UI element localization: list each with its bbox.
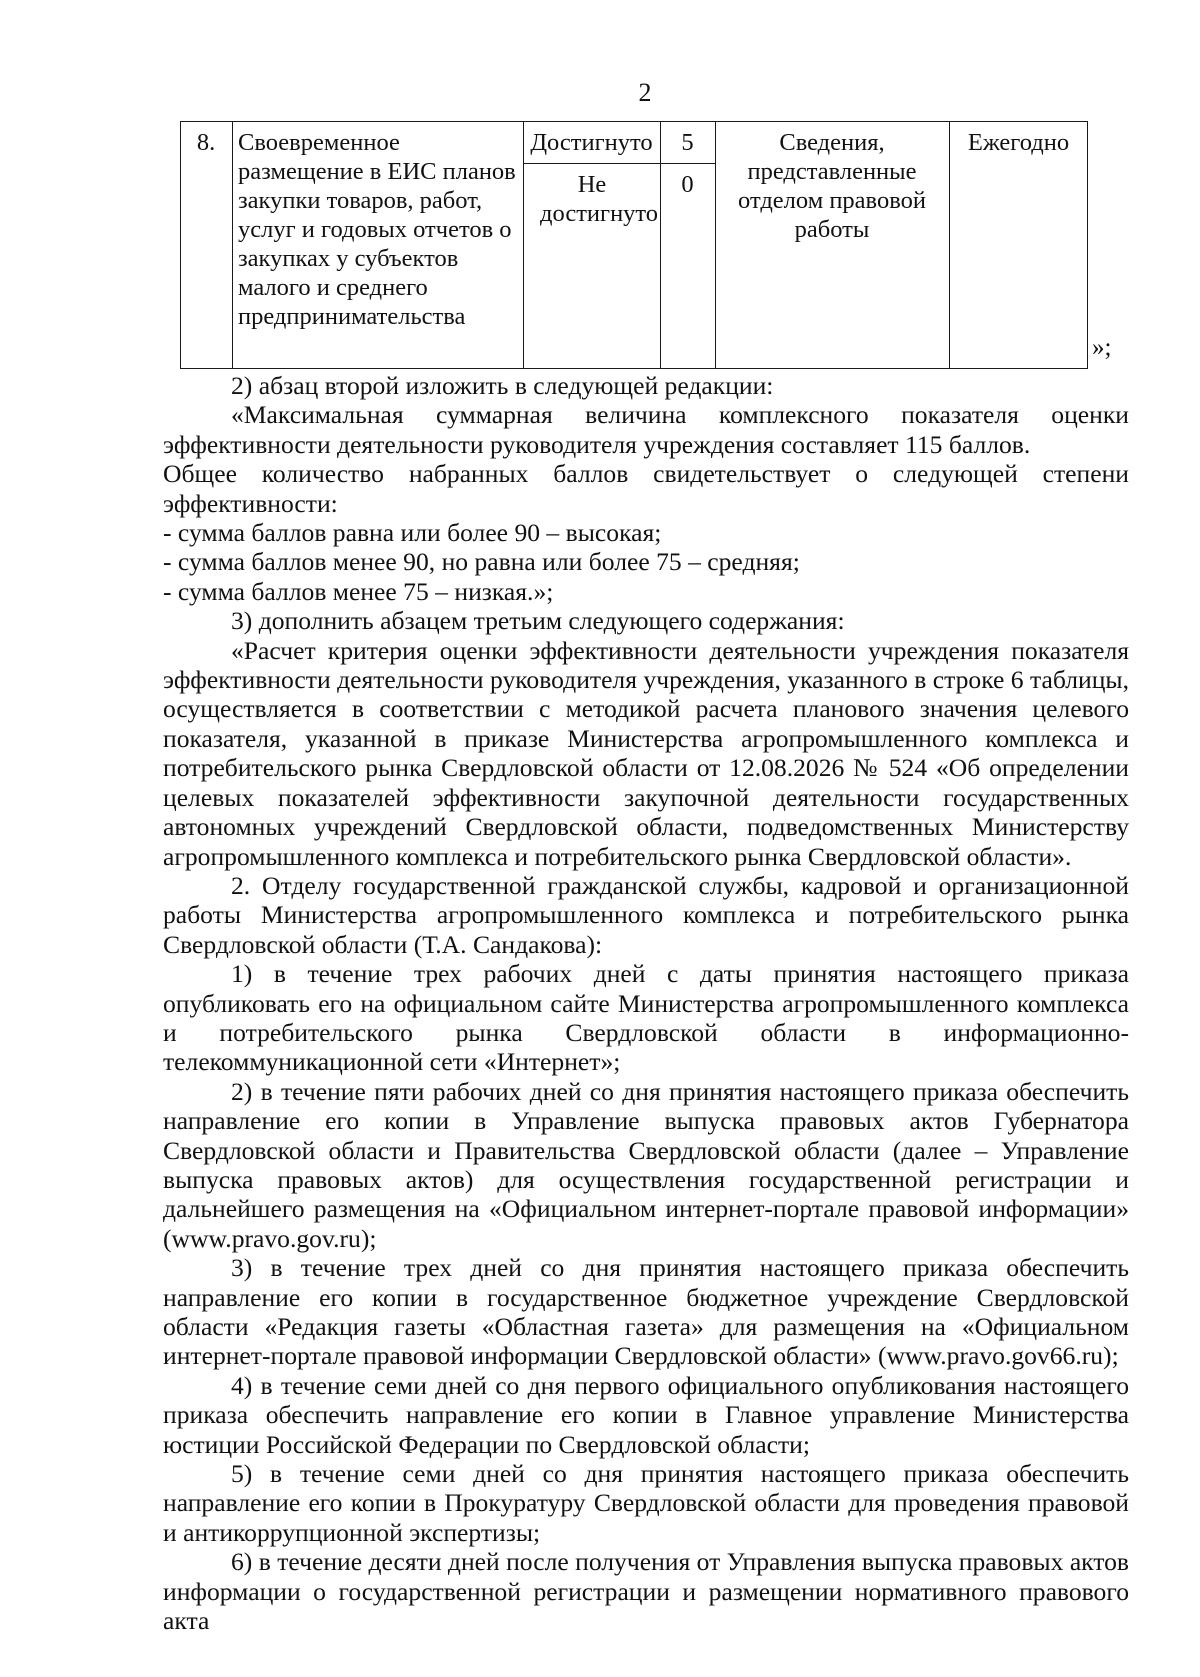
paragraph: 3) в течение трех дней со дня принятия настоящего приказа обеспечить направление его копии в государственное бюджетное учреждение Свердловской области «Редакция газеты «Областная газета» для размещения на «Официальном интернет-портале правовой информации Свердловской области» (www.pravo.gov66.ru); bbox=[163, 1253, 1129, 1371]
paragraph: 1) в течение трех рабочих дней с даты принятия настоящего приказа опубликовать его на официальном сайте Министерства агропромышленного комплекса и потребительского рынка Свердловской области в информационно-телекоммуникационной сети «Интернет»; bbox=[163, 959, 1129, 1077]
table-cell-value-achieved: Достигнуто bbox=[530, 129, 653, 156]
table-cell-number: 8. bbox=[196, 129, 216, 156]
table-cell-score-achieved: 5 bbox=[681, 129, 694, 156]
table-cell-source: Сведения, представленные отделом правовой работы bbox=[738, 129, 926, 243]
table-cell-period: Ежегодно bbox=[967, 129, 1070, 156]
paragraph: 5) в течение семи дней со дня принятия настоящего приказа обеспечить направление его копии в Прокуратуру Свердловской области для проведения правовой и антикоррупционной экспертизы; bbox=[163, 1459, 1129, 1547]
paragraph: 2) абзац второй изложить в следующей редакции: bbox=[231, 371, 774, 400]
table-divider bbox=[232, 121, 233, 369]
table-divider bbox=[523, 163, 715, 164]
list-item: - сумма баллов менее 90, но равна или более 75 – средняя; bbox=[163, 547, 800, 577]
table-cell-score-not-achieved: 0 bbox=[681, 171, 694, 198]
table-divider bbox=[949, 121, 950, 369]
table-divider bbox=[715, 121, 716, 369]
table-divider bbox=[523, 121, 524, 369]
table-cell-criterion: Своевременное размещение в ЕИС планов закупки товаров, работ, услуг и годовых отчетов о закупках у субъектов малого и среднего предпринимательства bbox=[238, 129, 516, 330]
paragraph: Общее количество набранных баллов свидетельствует о следующей степени эффективности: bbox=[163, 459, 1129, 518]
page-number: 2 bbox=[638, 78, 652, 107]
closing-quote-mark: »; bbox=[1092, 334, 1112, 361]
paragraph: 6) в течение десяти дней после получения от Управления выпуска правовых актов информации о государственной регистрации и размещении нормативного правового акта bbox=[163, 1547, 1130, 1636]
paragraph: 2. Отделу государственной гражданской службы, кадровой и организационной работы Министерства агропромышленного комплекса и потребительского рынка Свердловской области (Т.А. Сандакова): bbox=[163, 870, 1129, 959]
paragraph: 2) в течение пяти рабочих дней со дня принятия настоящего приказа обеспечить направление его копии в Управление выпуска правовых актов Губернатора Свердловской области и Правительства Свердловской области (далее – Управление выпуска правовых актов) для осуществления государственной регистрации и дальнейшего размещения на «Официальном интернет-портале правовой информации» (www.pravo.gov.ru); bbox=[163, 1076, 1129, 1253]
table-divider bbox=[660, 121, 661, 369]
document-body bbox=[163, 371, 1129, 1635]
paragraph: 4) в течение семи дней со дня первого официального опубликования настоящего приказа обеспечить направление его копии в Главное управление Министерства юстиции Российской Федерации по Свердловской области; bbox=[163, 1370, 1129, 1459]
criteria-table bbox=[180, 121, 1088, 369]
paragraph: «Максимальная суммарная величина комплексного показателя оценки эффективности деятельности руководителя учреждения составляет 115 баллов. bbox=[163, 400, 1129, 459]
paragraph: «Расчет критерия оценки эффективности деятельности учреждения показателя эффективности деятельности руководителя учреждения, указанного в строке 6 таблицы, осуществляется в соответствии с методикой расчета планового значения целевого показателя, указанной в приказе Министерства агропромышленного комплекса и потребительского рынка Свердловской области от 12.08.2026 № 524 «Об определении целевых показателей эффективности закупочной деятельности государственных автономных учреждений Свердловской области, подведомственных Министерству агропромышленного комплекса и потребительского рынка Свердловской области». bbox=[163, 635, 1129, 871]
table-cell-value-not-achieved: Не достигнуто bbox=[540, 171, 659, 227]
list-item: - сумма баллов равна или более 90 – высокая; bbox=[163, 518, 662, 548]
list-item: - сумма баллов менее 75 – низкая.»; bbox=[163, 576, 554, 606]
paragraph: 3) дополнить абзацем третьим следующего содержания: bbox=[231, 606, 845, 636]
